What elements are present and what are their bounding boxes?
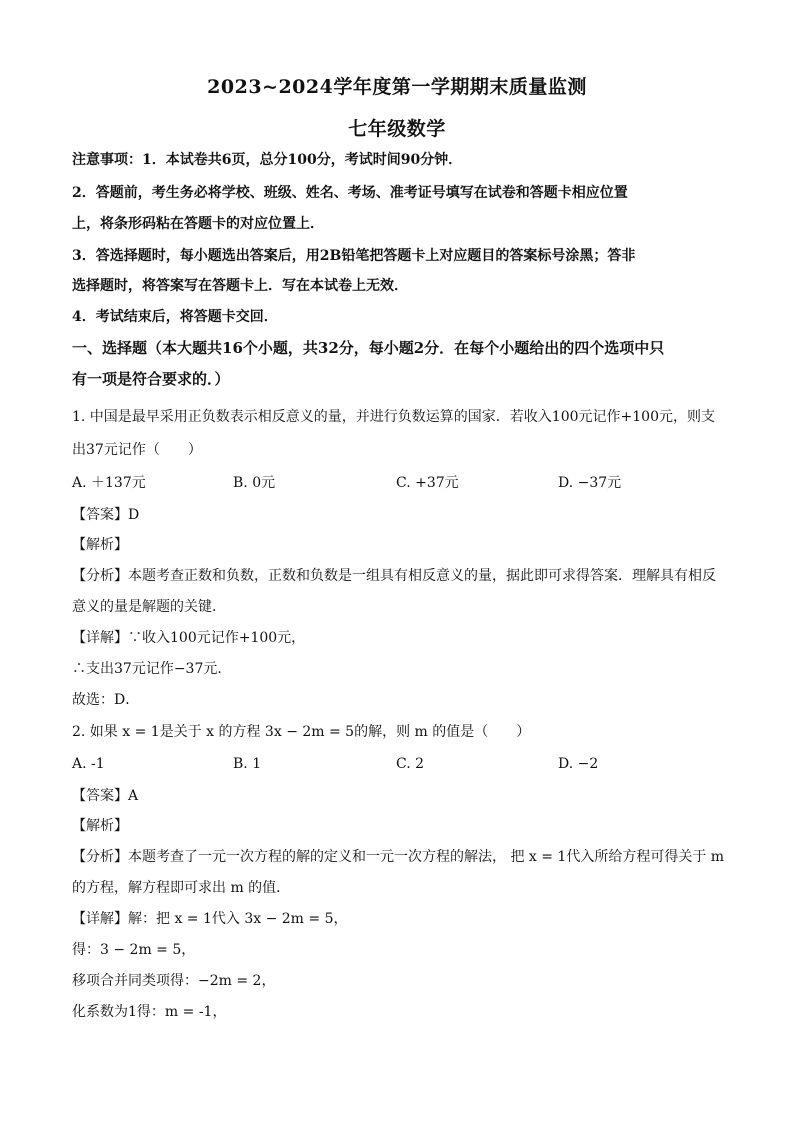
notice-line-3: 上，将条形码粘在答题卡的对应位置上． bbox=[72, 216, 324, 232]
q1-answer: 【答案】D bbox=[72, 507, 140, 523]
notice-line-5: 选择题时，将答案写在答题卡上．写在本试卷上无效． bbox=[72, 278, 408, 294]
q2-analysis-line-1: 【分析】本题考查了一元一次方程的解的定义和一元一次方程的解法， 把 x = 1代入所给方程可得关于 m bbox=[72, 849, 725, 865]
q2-analysis-line-2: 的方程，解方程即可求出 m 的值． bbox=[72, 880, 291, 896]
section-heading-line-1: 一、选择题（本大题共16个小题，共32分，每小题2分．在每个小题给出的四个选项中只 bbox=[72, 339, 665, 357]
q2-option-d: D. −2 bbox=[558, 756, 599, 772]
q1-detail-line-1: 【详解】∵收入100元记作+100元， bbox=[72, 630, 306, 646]
q2-step-3: 化系数为1得：m = -1， bbox=[72, 1004, 227, 1020]
page-subtitle: 七年级数学 bbox=[348, 118, 446, 140]
q1-option-b: B. 0元 bbox=[233, 475, 276, 491]
notice-line-6: 4．考试结束后，将答题卡交回． bbox=[72, 309, 278, 325]
q2-option-b: B. 1 bbox=[233, 756, 262, 772]
q2-step-2: 移项合并同类项得：−2m = 2， bbox=[72, 973, 276, 989]
notice-line-2: 2．答题前，考生务必将学校、班级、姓名、考场、准考证号填写在试卷和答题卡相应位置 bbox=[72, 185, 628, 201]
q1-stem-line-2: 出37元记作（ ） bbox=[72, 442, 202, 458]
q2-jiexi-label: 【解析】 bbox=[72, 818, 128, 834]
q1-option-c: C. +37元 bbox=[396, 475, 459, 491]
q1-choice: 故选：D． bbox=[72, 692, 140, 708]
q2-stem: 2. 如果 x = 1是关于 x 的方程 3x − 2m = 5的解，则 m 的值是（ ） bbox=[72, 724, 531, 740]
q1-detail-line-2: ∴支出37元记作−37元． bbox=[72, 661, 232, 677]
q1-stem-line-1: 1. 中国是最早采用正负数表示相反意义的量，并进行负数运算的国家．若收入100元记作+100元，则支 bbox=[72, 409, 715, 425]
q1-option-d: D. −37元 bbox=[558, 475, 622, 491]
q2-option-a: A. -1 bbox=[72, 756, 105, 772]
q1-analysis-line-2: 意义的量是解题的关键． bbox=[72, 599, 226, 615]
section-heading-line-2: 有一项是符合要求的．） bbox=[72, 370, 230, 388]
q1-option-a: A. ＋137元 bbox=[72, 475, 146, 491]
q1-jiexi-label: 【解析】 bbox=[72, 537, 128, 553]
notice-line-1: 注意事项：1．本试卷共6页，总分100分，考试时间90分钟． bbox=[72, 152, 463, 168]
q1-analysis-line-1: 【分析】本题考查正数和负数，正数和负数是一组具有相反意义的量，据此即可求得答案．理解具有相反 bbox=[72, 568, 716, 584]
q2-answer: 【答案】A bbox=[72, 788, 139, 804]
q2-option-c: C. 2 bbox=[396, 756, 425, 772]
q2-step-1: 得：3 − 2m = 5， bbox=[72, 942, 196, 958]
page-title: 2023~2024学年度第一学期期末质量监测 bbox=[207, 76, 587, 98]
notice-line-4: 3．答选择题时，每小题选出答案后，用2B铅笔把答题卡上对应题目的答案标号涂黑；答非 bbox=[72, 248, 636, 264]
q2-detail-line-1: 【详解】解：把 x = 1代入 3x − 2m = 5， bbox=[72, 911, 348, 927]
